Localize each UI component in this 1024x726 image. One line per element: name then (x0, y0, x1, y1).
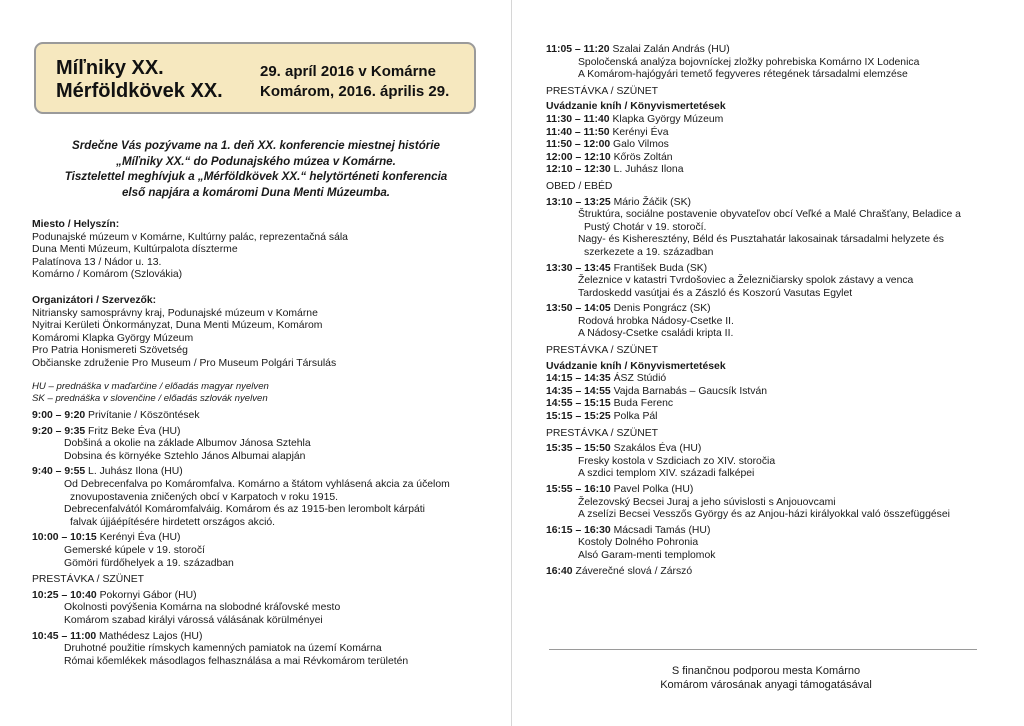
program-entry (32, 426, 492, 464)
talk-title: Rodová hrobka Nádosy-Csetke II. (578, 315, 734, 327)
talk-title: Železnice v katastri Tvrdošoviec a Železničiarsky spolok zástavy a venca (578, 275, 914, 287)
program-entry (546, 566, 1016, 579)
book-row (546, 373, 1016, 386)
organizer-line: Občianske združenie Pro Museum / Pro Museum Polgári Társulás (32, 357, 337, 369)
support-divider (549, 649, 977, 650)
entry-head (32, 590, 492, 603)
venue-line: Podunajské múzeum v Komárne, Kultúrny palác, reprezentačná sála (32, 231, 348, 243)
slot-speaker: Polka Pál (613, 411, 658, 423)
slot-speaker: Privítanie / Köszöntések (88, 410, 200, 421)
book-row (546, 164, 1016, 177)
slot-speaker: L. Juhász Ilona (HU) (88, 466, 183, 478)
program-entry (32, 631, 492, 669)
entry-head (32, 466, 492, 479)
talk-title: Komárom szabad királyi várossá válásának körülményei (64, 614, 323, 626)
talk-title: Okolnosti povýšenia Komárna na slobodné kráľovské mesto (64, 602, 341, 614)
talk-title: A Nádosy-Csetke családi kripta II. (578, 328, 734, 340)
slot-time: 16:40 (546, 565, 573, 577)
talk-title: szerkezete a 19. században (584, 246, 714, 258)
program-entry (32, 532, 492, 570)
slot-speaker: Denis Pongrácz (SK) (613, 303, 711, 315)
slot-time: 9:00 – 9:20 (32, 410, 86, 421)
invitation-line: első napjára a komáromi Duna Menti Múzeumba. (121, 185, 390, 199)
program-entry (32, 466, 492, 529)
talk-title: Železovský Becsei Juraj a jeho súvislosti s Anjouovcami (578, 496, 836, 508)
support-line: S finančnou podporou mesta Komárno (671, 665, 861, 677)
break-label: OBED / EBÉD (546, 180, 613, 192)
entry-head (32, 426, 492, 439)
talk-title: Gömöri fürdőhelyek a 19. században (64, 557, 234, 569)
talk-title: Nagy- és Kisheresztény, Béld és Pusztahatár lakosainak társadalmi helyzete és (578, 234, 944, 246)
entry-head (32, 631, 492, 644)
slot-speaker: L. Juhász Ilona (613, 164, 684, 176)
date-sk: 29. apríl 2016 v Komárne (260, 63, 436, 80)
slot-speaker: Kőrös Zoltán (613, 151, 673, 163)
slot-speaker: Szalai Zalán András (HU) (612, 44, 730, 55)
slot-time: 15:35 – 15:50 (546, 443, 611, 455)
program-entry (546, 44, 1016, 82)
legend-line: SK – prednáška v slovenčine / előadás szlovák nyelven (32, 392, 268, 404)
slot-time: 11:40 – 11:50 (546, 126, 610, 138)
conference-title (56, 57, 223, 103)
book-row (546, 398, 1016, 411)
talk-title: Pustý Chotár v 19. storočí. (584, 221, 707, 233)
entry-head (546, 303, 1016, 316)
slot-time: 14:35 – 14:55 (546, 385, 611, 397)
talk-title: Od Debrecenfalva po Komáromfalva. Komárno a štátom vyhlásená akcia za účelom (64, 478, 450, 490)
talk-title: Dobsina és környéke Sztehlo János Albumai alapján (64, 450, 306, 462)
program-entry (546, 263, 1016, 301)
book-heading: Uvádzanie kníh / Könyvismertetések (546, 101, 726, 113)
talk-title: falvak újjáépítésére hirdetett országos akció. (70, 516, 276, 528)
slot-speaker: Fritz Beke Éva (HU) (88, 425, 181, 437)
book-row (546, 411, 1016, 424)
slot-time: 11:50 – 12:00 (546, 139, 611, 151)
slot-time: 15:55 – 16:10 (546, 484, 611, 495)
book-row (546, 152, 1016, 165)
slot-time: 11:05 – 11:20 (546, 44, 610, 55)
slot-speaker: Pokornyi Gábor (HU) (99, 589, 197, 601)
program-entry (32, 590, 492, 628)
book-heading: Uvádzanie kníh / Könyvismertetések (546, 360, 726, 372)
slot-time: 9:40 – 9:55 (32, 466, 86, 478)
talk-title: Debrecenfalvától Komáromfalváig. Komárom és az 1915-ben lerombolt kárpáti (64, 504, 425, 516)
talk-title: A szdici templom XIV. századi falképei (578, 468, 755, 480)
slot-time: 10:25 – 10:40 (32, 589, 97, 601)
slot-speaker: Vajda Barnabás – Gaucsík István (613, 385, 768, 397)
slot-speaker: František Buda (SK) (613, 262, 708, 274)
program-entry (546, 525, 1016, 563)
program-left (32, 410, 492, 671)
slot-speaker: Buda Ferenc (613, 398, 674, 410)
venue-line: Duna Menti Múzeum, Kultúrpalota díszterme (32, 244, 238, 256)
slot-speaker: Pavel Polka (HU) (613, 484, 694, 495)
slot-speaker: Galo Vilmos (613, 139, 669, 151)
organizers-section (32, 295, 492, 371)
language-legend (32, 381, 492, 404)
talk-title: Fresky kostola v Szdiciach zo XIV. storočia (578, 455, 776, 467)
talk-title: Štruktúra, sociálne postavenie obyvateľov obcí Veľké a Malé Chrašťany, Beladice a (578, 209, 961, 221)
book-row (546, 139, 1016, 152)
talk-title: Alsó Garam-menti templomok (578, 549, 716, 561)
talk-title: Druhotné použitie rímskych kamenných pamiatok na území Komárna (64, 643, 382, 655)
invitation-line: Srdečne Vás pozývame na 1. deň XX. konferencie miestnej histórie (72, 139, 440, 152)
program-right (546, 44, 1016, 581)
entry-head (546, 566, 1016, 579)
venue-line: Palatínova 13 / Nádor u. 13. (32, 256, 162, 268)
slot-time: 13:30 – 13:45 (546, 262, 611, 274)
entry-head (546, 443, 1016, 456)
organizer-line: Komáromi Klapka György Múzeum (32, 332, 194, 344)
support-line: Komárom városának anyagi támogatásával (660, 679, 872, 691)
venue-section (32, 219, 492, 282)
conference-date (260, 62, 449, 102)
entry-head (32, 410, 492, 423)
organizer-line: Nyitrai Kerületi Önkormányzat, Duna Menti Múzeum, Komárom (32, 320, 323, 332)
book-presentations (546, 101, 1016, 177)
talk-title: znovupostavenia zničených obcí v Karpatoch v roku 1915. (70, 491, 339, 503)
program-entry (546, 197, 1016, 260)
program-entry (546, 443, 1016, 481)
break-label: PRESTÁVKA / SZÜNET (546, 85, 659, 97)
title-sk: Míľniky XX. (56, 57, 164, 79)
talk-title: A zselízi Becsei Vesszős György és az Anjou-házi királyokkal való összefüggései (578, 509, 950, 521)
slot-speaker: Klapka György Múzeum (612, 113, 724, 125)
slot-time: 14:55 – 15:15 (546, 398, 611, 410)
slot-speaker: Kerényi Éva (612, 126, 669, 138)
book-row (546, 127, 1016, 140)
entry-head (32, 532, 492, 545)
support-text (552, 664, 980, 692)
slot-time: 13:10 – 13:25 (546, 196, 611, 208)
slot-time: 15:15 – 15:25 (546, 411, 611, 423)
header-box (34, 42, 476, 114)
program-entry (546, 303, 1016, 341)
venue-line: Komárno / Komárom (Szlovákia) (32, 269, 183, 281)
entry-head (546, 525, 1016, 538)
organizer-line: Pro Patria Honismereti Szövetség (32, 345, 188, 357)
slot-speaker: Mathédesz Lajos (HU) (99, 630, 203, 642)
date-hu: Komárom, 2016. április 29. (260, 83, 450, 100)
slot-speaker: Mácsadi Tamás (HU) (613, 524, 711, 536)
program-entry (546, 484, 1016, 522)
slot-time: 11:30 – 11:40 (546, 113, 610, 125)
slot-time: 12:10 – 12:30 (546, 164, 611, 176)
entry-head (546, 484, 1016, 497)
program-entry (32, 410, 492, 423)
organizer-line: Nitriansky samosprávny kraj, Podunajské múzeum v Komárne (32, 307, 318, 319)
slot-speaker: Kerényi Éva (HU) (99, 532, 181, 544)
organizers-label: Organizátori / Szervezők: (32, 295, 157, 306)
slot-speaker: Szakálos Éva (HU) (613, 443, 702, 455)
slot-time: 12:00 – 12:10 (546, 151, 611, 163)
slot-time: 9:20 – 9:35 (32, 425, 86, 437)
slot-time: 13:50 – 14:05 (546, 303, 611, 315)
book-presentations (546, 361, 1016, 424)
talk-title: Tardoskedd vasútjai és a Zászló és Koszorú Vasutas Egylet (578, 287, 853, 299)
entry-head (546, 263, 1016, 276)
break-label: PRESTÁVKA / SZÜNET (32, 574, 145, 586)
talk-title: Kostoly Dolného Pohronia (578, 537, 699, 549)
title-hu: Mérföldkövek XX. (56, 80, 223, 102)
talk-title: Spoločenská analýza bojovníckej zložky pohrebiska Komárno IX Lodenica (578, 56, 920, 68)
talk-title: Gemerské kúpele v 19. storočí (64, 544, 205, 556)
slot-time: 10:45 – 11:00 (32, 630, 97, 642)
break-label: PRESTÁVKA / SZÜNET (546, 427, 659, 439)
entry-head (546, 44, 1016, 57)
right-page (512, 0, 1024, 726)
book-row (546, 386, 1016, 399)
slot-speaker: Záverečné slová / Zárszó (575, 565, 693, 577)
invitation-line: Tisztelettel meghívjuk a „Mérföldkövek XX.“ helytörténeti konferencia (64, 170, 448, 184)
break-label: PRESTÁVKA / SZÜNET (546, 345, 659, 357)
slot-speaker: ÁSZ Stúdió (613, 373, 667, 385)
invitation-text (20, 138, 492, 200)
talk-title: Dobšiná a okolie na základe Albumov Jánosa Sztehla (64, 438, 311, 450)
talk-title: A Komárom-hajógyári temető fegyveres rétegének társadalmi elemzése (578, 69, 908, 81)
legend-line: HU – prednáška v maďarčine / előadás magyar nyelven (32, 381, 269, 392)
talk-title: Római kőemlékek másodlagos felhasználása a mai Révkomárom területén (64, 655, 409, 667)
invitation-line: „Míľniky XX.“ do Podunajského múzea v Komárne. (116, 154, 396, 168)
slot-speaker: Mário Žáčik (SK) (613, 196, 691, 208)
entry-head (546, 197, 1016, 210)
slot-time: 14:15 – 14:35 (546, 373, 611, 385)
venue-label: Miesto / Helyszín: (32, 219, 120, 230)
book-row (546, 114, 1016, 127)
slot-time: 10:00 – 10:15 (32, 532, 97, 544)
slot-time: 16:15 – 16:30 (546, 524, 611, 536)
